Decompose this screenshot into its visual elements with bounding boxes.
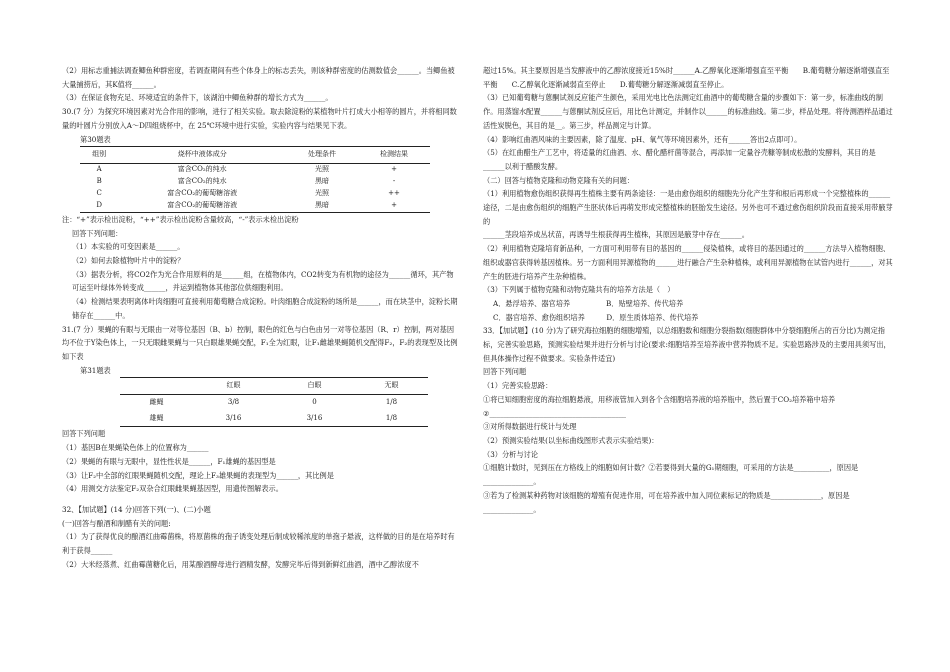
table-31 [120,377,428,427]
q32-part3: （3）已知葡萄糖与蒽酮试剂反应能产生颜色，采用光电比色法测定红曲酒中的葡萄糖含量的步骤如下：第一步，标准曲线的制作。用蒸馏水配置______与蒽酮试剂反应后，用比色计测定，并制作以______的标准曲线。第二步，样品处理。将待测酒样品通过活性炭脱色，其目的是__。第三步，样品测定与计算。 [483,93,893,130]
q33-part3-1: ①细胞计数时，见到压在方格线上的细胞如何计数？②若要得到大量的G₁期细胞，可采用的方法是__________，原因是______________。 [483,463,859,487]
q33-part2: （2）预测实验结果(以坐标曲线图形式表示实验结果)： [483,435,659,445]
table-cell: B [96,177,102,186]
table-cell: 富含CO₂的纯水 [177,177,227,186]
table-header: 烧杯中液体成分 [118,147,286,164]
table-cell: 1/8 [385,413,398,422]
table-cell: 雌蝇 [149,398,164,407]
table-cell: 光照 [315,189,330,198]
table31-caption: 第31题表 [80,365,111,375]
table-header [120,378,193,395]
q33-part3-3: ③若为了检测某种药物对该细胞的增殖有促进作用，可在培养液中加入同位素标记的物质是______________，原因是______________。 [483,490,850,514]
q30-part3: （3）据表分析，将CO2作为光合作用原料的是______组，在植物体内，CO2转变为有机物的途径为______循环，其产物可运至叶绿体外转变成______，并运到植物体其他部位供细胞利用。 [72,269,454,293]
q32-section1: (一)回答与酿酒和制醋有关的问题: [62,518,171,528]
table-row [120,395,428,411]
table-header: 红眼 [193,378,274,395]
table-row [80,163,430,176]
table-row [80,176,430,188]
table30-note: 注：“+”表示检出淀粉，“++”表示检出淀粉含量较高，“-”表示未检出淀粉 [62,214,299,224]
spacer [62,496,460,503]
q33-part1: （1）完善实验思路： [483,381,553,391]
q31-prompt: 回答下列问题 [62,429,106,439]
table-header: 白眼 [274,378,355,395]
table-header: 组别 [80,147,118,164]
table-cell: + [391,201,397,210]
q33-stem: 33．【加试题】(10 分)为了研究海拉细胞的细胞增殖，以总细胞数和细胞分裂指数(细胞群体中分裂细胞所占的百分比)为测定指标，完善实验思路，预测实验结果并进行分析与讨论(要求:细胞培养至培养液中营养物质不足。实验思路涉及的主要用具须写出，但具体操作过程不做要求。实验条件适宜) [483,326,891,363]
table-cell: 光照 [315,165,330,174]
table-cell: - [392,177,396,186]
table-cell: D [96,201,102,210]
q32-part5: （5）在红曲醋生产工艺中，将适量的红曲酒、水、醋化醋杆菌等混合，再添加一定量谷壳糠等制成松散的发酵料，其目的是______以利于醋酸发酵。 [483,148,876,171]
table-cell: 3/16 [306,413,323,422]
q33-step2: ②______________________________________ [483,408,627,418]
table-cell: 3/8 [227,398,240,407]
table-cell: 黑暗 [315,177,330,186]
table-header: 无眼 [355,378,428,395]
q31-stem: 31.(7 分）果蝇的有眼与无眼由一对等位基因（B、b）控制，眼色的红色与白色由另一对等位基因（R、r）控制，两对基因均不位于Y染色体上，一只无眼雌果蝇与一只白眼雄果蝇交配，F₁全为红眼，让F₁雌雄果蝇随机交配得F₂，F₂的表现型及比例如下表 [62,324,458,361]
table-cell: 1/8 [385,398,398,407]
table-cell: 富含CO₂的葡萄糖溶液 [167,201,238,210]
q31-part2: （2）果蝇的有眼与无眼中，显性性状是______，F₁雄蝇的基因型是 [62,456,276,466]
table-cell: 3/16 [225,413,242,422]
choice-ab: A．悬浮培养、器官培养 B．贴壁培养、传代培养 [493,298,684,308]
q32-part2: （2）大米经蒸煮、红曲霉菌糖化后，用某酿酒酵母进行酒精发酵，发酵完毕后得到新鲜红曲酒，酒中乙醇浓度不 [62,559,419,569]
q33-step1: ①将已知细胞密度的海拉细胞悬液，用移液管加入到各个含细胞培养液的培养瓶中，然后置于CO₂培养箱中培养 [483,394,836,404]
left-column [62,64,460,572]
table-cell: + [391,165,397,174]
table-header: 处理条件 [286,147,358,164]
q29-part2: （2）用标志重捕法调查鲫鱼种群密度，若调查期间有些个体身上的标志丢失，则该种群密度的估测数值会______。当鲫鱼被大量捕捞后，其K值将______。 [62,66,455,89]
q32-2-part1: （1）利用植物愈伤组织获得再生植株主要有两条途径：一是由愈伤组织的细胞先分化产生芽和根后再形成一个完整植株的______途径，二是由愈伤组织的细胞产生胚状体后再萌发形成完整植株的胚胎发生途径。另外也可不通过愈伤组织阶段而直接采用带腋芽的 [483,189,893,226]
q33-step3: ③对所得数据进行统计与处理 [483,422,577,432]
q33-part3: （3）分析与讨论 [483,449,538,459]
table-30 [80,146,430,213]
table-header: 检测结果 [358,147,430,164]
q32-part1: （1）为了获得优良的酿酒红曲霉菌株，将原菌株的孢子诱变处理后制成较稀浓度的单孢子悬液，这样做的目的是在培养时有利于获得______ [62,532,455,556]
right-column [483,64,893,516]
q32-2-part1-cont: ______茎段培养成丛状苗，再诱导生根获得再生植株，其原因是腋芽中存在______。 [483,230,749,240]
q31-part1: （1）基因B在果蝇染色体上的位置称为______ [62,443,209,453]
q32-stem: 32、【加试题】(14 分)回答下列(一)、(二)小题 [62,504,211,514]
table-row [80,188,430,200]
table30-caption: 第30题表 [80,134,111,144]
q32-2-part3: （3）下列属于植物克隆和动物克隆共有的培养方法是（ ） [483,285,675,295]
table-cell: ++ [388,189,400,198]
table-cell: 富含CO₂的葡萄糖溶液 [167,189,238,198]
table-cell: 富含CO₂的纯水 [177,165,227,174]
q32-section2: （二）回答与植物克隆和动物克隆有关的问题： [483,175,634,185]
q32-part2-cont: 超过15%。其主要原因是当发酵液中的乙醇浓度接近15%时______A.乙醇氧化逐渐增强直至平衡 B.葡萄糖分解逐渐增强直至平衡 C.乙醇氧化逐渐减弱直至停止 D.葡萄糖分解逐渐减弱直至停止。 [483,66,890,89]
table-cell: A [96,165,102,174]
q31-part3: （3）让F₂中全部的红眼果蝇随机交配，理论上F₃雄果蝇的表现型为______，其比例是 [62,470,334,480]
choice-cd: C．器官培养、愈伤组织培养 D．原生质体培养、传代培养 [493,312,699,322]
table-row [120,411,428,427]
q33-prompt: 回答下列问题 [483,367,527,377]
q30-part4: （4）检测结果表明离体叶肉细胞可直接利用葡萄糖合成淀粉。叶肉细胞合成淀粉的场所是______，而在块茎中，淀粉长期储存在______中。 [72,297,458,320]
q30-part1: （1）本实验的可变因素是______。 [72,242,185,252]
q30-stem: 30.(7 分）为探究环境因素对光合作用的影响，进行了相关实验。取去除淀粉的某植物叶片打成大小相等的圆片，并将相同数量的叶圆片分别放入A～D四组烧杯中，在 25℃环境中进行实验，实验内容与结果见下表。 [62,107,457,130]
q32-part4: （4）影响红曲酒风味的主要因素，除了温度、pH、氧气等环境因素外，还有______答出2点即可）。 [483,134,802,144]
table-cell: 0 [312,398,317,407]
q31-part4: （4）用测交方法鉴定F₂双杂合红眼雌果蝇基因型，用遗传图解表示。 [62,484,283,494]
q30-prompt: 回答下列问题： [72,228,123,238]
table-cell: 黑暗 [315,201,330,210]
q29-part3: （3）在保证食物充足、环境适宜的条件下，该湖泊中鲫鱼种群的增长方式为______。 [62,93,333,103]
q30-part2: （2）如何去除植物叶片中的淀粉？ [72,256,185,266]
table-cell: 雄蝇 [149,413,164,422]
q32-2-part2: （2）利用植物克隆培育新品种，一方面可利用带有目的基因的______侵染植株，或将目的基因通过的______方法导入植物细胞、组织或器官获得转基因植株。另一方面利用异源植物的______进行融合产生杂种植株，或利用异源植物在试管内进行______，对其产生的胚进行培养产生杂种植株。 [483,244,893,281]
table-row [80,200,430,213]
table-cell: C [96,189,102,198]
